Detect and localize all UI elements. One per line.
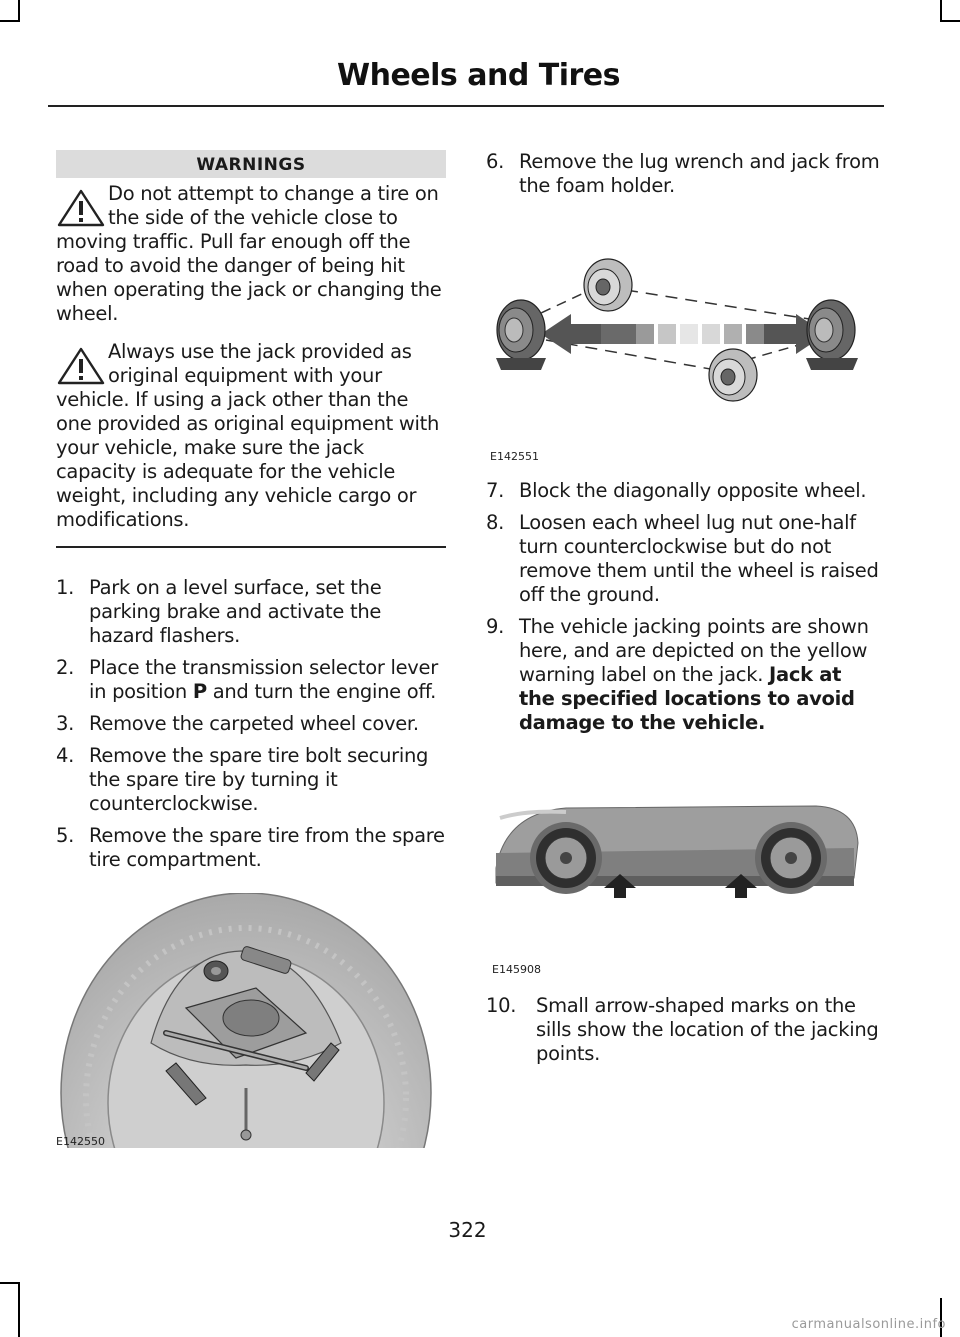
- warning-text: Always use the jack provided as original equipment with your vehicle. If using a jack other than the one provided as original equipment with your vehicle, make sure the jack capacity is adequate for the vehicle weight, including any vehicle cargo or modifications.: [56, 340, 440, 531]
- warnings-divider: [56, 546, 446, 548]
- right-column-steps: [486, 479, 881, 743]
- step-item: [486, 511, 881, 607]
- step-number: 9.: [486, 615, 505, 638]
- crop-mark: [0, 1282, 20, 1284]
- wheel-icon: [530, 822, 602, 894]
- step-item: [56, 824, 446, 872]
- jacking-points-figure: [486, 798, 881, 978]
- step-number: 2.: [56, 656, 75, 679]
- step-text: Park on a level surface, set the parking brake and activate the hazard flashers.: [89, 576, 382, 647]
- header-divider: [48, 105, 884, 107]
- spare-compartment-illustration: [56, 893, 446, 1148]
- step-text: Small arrow-shaped marks on the sills show the location of the jacking points.: [536, 994, 879, 1065]
- warning-triangle-icon: [56, 188, 106, 228]
- step-number: 5.: [56, 824, 75, 847]
- spare-compartment-figure: [56, 893, 446, 1148]
- gear-position-label: P: [192, 680, 207, 703]
- right-column-final-step: [486, 994, 881, 1074]
- figure-code: E142550: [56, 1135, 105, 1148]
- page-title: Wheels and Tires: [337, 58, 620, 93]
- right-column: [486, 150, 881, 206]
- step-text: Remove the spare tire from the spare tire compartment.: [89, 824, 445, 871]
- crop-mark: [18, 1282, 20, 1337]
- tire-icon: [806, 300, 858, 370]
- steps-list-right: [486, 150, 881, 198]
- figure-code: E145908: [492, 963, 541, 976]
- step-number: 3.: [56, 712, 75, 735]
- step-text: Remove the spare tire bolt securing the spare tire by turning it counterclockwise.: [89, 744, 429, 815]
- warnings-box: [56, 150, 446, 548]
- step-text: Remove the lug wrench and jack from the foam holder.: [519, 150, 880, 197]
- wheel-icon: [755, 822, 827, 894]
- step-item: [56, 656, 446, 704]
- crop-mark: [0, 20, 20, 22]
- tire-icon: [584, 259, 632, 311]
- step-number: 10.: [486, 994, 517, 1017]
- step-number: 1.: [56, 576, 75, 599]
- figure-code: E142551: [490, 450, 539, 463]
- step-number: 4.: [56, 744, 75, 767]
- wheel-blocking-figure: [486, 250, 881, 465]
- step-item: [486, 615, 881, 735]
- step-item: [486, 994, 881, 1066]
- wheel-blocking-illustration: [486, 250, 881, 450]
- steps-list-left: [56, 576, 446, 872]
- step-item: [56, 744, 446, 816]
- step-number: 6.: [486, 150, 505, 173]
- tire-icon: [709, 349, 757, 401]
- step-item: [56, 712, 446, 736]
- steps-list-right-continued: [486, 479, 881, 735]
- step-emphasis: Jack at the specified locations to avoid damage to the vehicle.: [519, 663, 855, 734]
- warning-text: Do not attempt to change a tire on the side of the vehicle close to moving traffic. Pull far enough off the road to avoid the danger of being hit when operating the jack or changing the wheel.: [56, 182, 442, 325]
- warnings-heading: WARNINGS: [56, 150, 446, 178]
- step-text: Place the transmission selector lever in position: [89, 656, 438, 703]
- warning-triangle-icon: [56, 346, 106, 386]
- step-item: [56, 576, 446, 648]
- steps-list-right-final: [486, 994, 881, 1066]
- step-number: 8.: [486, 511, 505, 534]
- crop-mark: [940, 0, 942, 22]
- step-text: Block the diagonally opposite wheel.: [519, 479, 867, 502]
- step-text: and turn the engine off.: [206, 680, 436, 703]
- step-text: The vehicle jacking points are shown here, and are depicted on the yellow warning label on the jack.: [519, 615, 869, 686]
- step-number: 7.: [486, 479, 505, 502]
- left-column: [56, 150, 446, 880]
- warning-item: [56, 182, 446, 326]
- jacking-points-illustration: [486, 798, 881, 958]
- watermark: carmanualsonline.info: [791, 1317, 946, 1332]
- step-text: Loosen each wheel lug nut one-half turn counterclockwise but do not remove them until the wheel is raised off the ground.: [519, 511, 879, 606]
- page-number: 322: [448, 1218, 487, 1242]
- warning-item: [56, 340, 446, 532]
- step-item: [486, 150, 881, 198]
- step-item: [486, 479, 881, 503]
- crop-mark: [940, 20, 960, 22]
- crop-mark: [18, 0, 20, 22]
- tire-icon: [496, 300, 546, 370]
- step-text: Remove the carpeted wheel cover.: [89, 712, 419, 735]
